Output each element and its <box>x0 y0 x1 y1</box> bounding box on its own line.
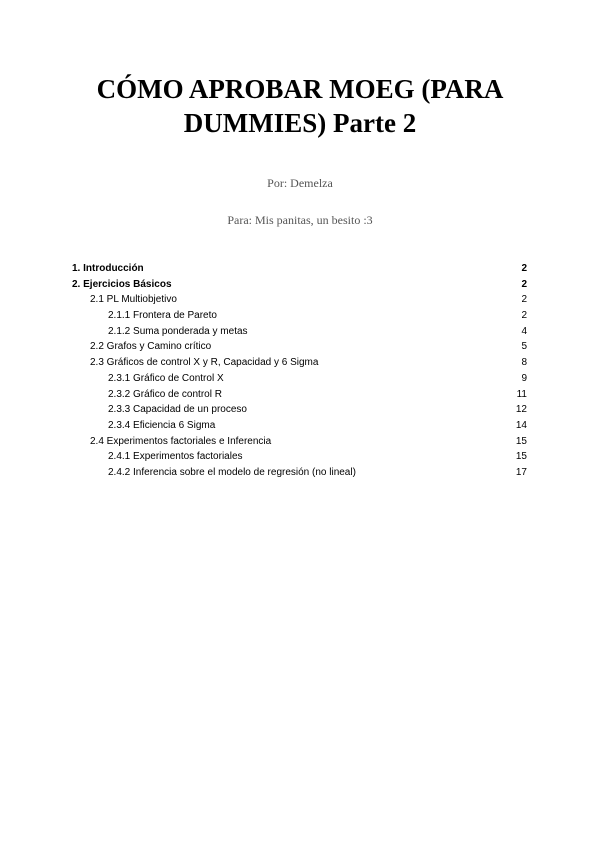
toc-entry-page-number: 17 <box>515 466 527 478</box>
toc-entry[interactable] <box>72 355 527 371</box>
toc-entry-label: 2.2 Grafos y Camino crítico <box>90 341 212 353</box>
toc-entry-label: 2. Ejercicios Básicos <box>72 278 172 290</box>
toc-entry-page-number: 14 <box>515 419 527 431</box>
toc-entry[interactable] <box>72 308 527 324</box>
toc-entry[interactable] <box>72 465 527 481</box>
toc-entry-label: 2.3.1 Gráfico de Control X <box>108 372 224 384</box>
toc-entry-label: 2.3 Gráficos de control X y R, Capacidad y 6 Sigma <box>90 357 319 369</box>
toc-entry[interactable] <box>72 324 527 340</box>
toc-entry-label: 2.1 PL Multiobjetivo <box>90 294 177 306</box>
toc-entry[interactable] <box>72 292 527 308</box>
dedication-line: Para: Mis panitas, un besito :3 <box>227 213 373 227</box>
toc-entry[interactable] <box>72 387 527 403</box>
toc-entry-page-number: 9 <box>521 372 527 384</box>
toc-entry[interactable] <box>72 261 527 277</box>
toc-entry-label: 2.4 Experimentos factoriales e Inferencia <box>90 435 272 447</box>
toc-entry-page-number: 12 <box>515 404 527 416</box>
toc-entry-label: 2.4.1 Experimentos factoriales <box>108 451 243 463</box>
toc-entry[interactable] <box>72 371 527 387</box>
toc-entry-page-number: 15 <box>515 451 527 463</box>
toc-entry-page-number: 15 <box>515 435 527 447</box>
toc-entry-label: 2.3.3 Capacidad de un proceso <box>108 404 247 416</box>
toc-entry-page-number: 2 <box>521 294 527 306</box>
toc-entry-page-number: 2 <box>521 278 527 290</box>
toc-entry[interactable] <box>72 339 527 355</box>
toc-entry-page-number: 11 <box>516 388 527 400</box>
toc-entry[interactable] <box>72 418 527 434</box>
toc-entry-page-number: 2 <box>521 263 527 274</box>
toc-entry-label: 2.1.2 Suma ponderada y metas <box>108 325 248 337</box>
document-title: CÓMO APROBAR MOEG (PARA DUMMIES) Parte 2 <box>96 74 504 138</box>
toc-entry[interactable] <box>72 434 527 450</box>
toc-entry-label: 2.4.2 Inferencia sobre el modelo de regresión (no lineal) <box>108 466 356 478</box>
toc-entry-label: 1. Introducción <box>72 263 144 274</box>
toc-entry[interactable] <box>72 402 527 418</box>
toc-entry-label: 2.3.4 Eficiencia 6 Sigma <box>108 419 216 431</box>
toc-entry-page-number: 8 <box>521 357 527 369</box>
toc-entry-label: 2.3.2 Gráfico de control R <box>108 388 222 400</box>
toc-entry-page-number: 5 <box>521 341 527 353</box>
toc-entry[interactable] <box>72 277 527 293</box>
toc-entry[interactable] <box>72 449 527 465</box>
toc-entry-page-number: 2 <box>521 310 527 322</box>
author-line: Por: Demelza <box>267 176 333 190</box>
toc-entry-page-number: 4 <box>521 325 527 337</box>
table-of-contents <box>72 261 527 481</box>
toc-entry-label: 2.1.1 Frontera de Pareto <box>108 310 217 322</box>
